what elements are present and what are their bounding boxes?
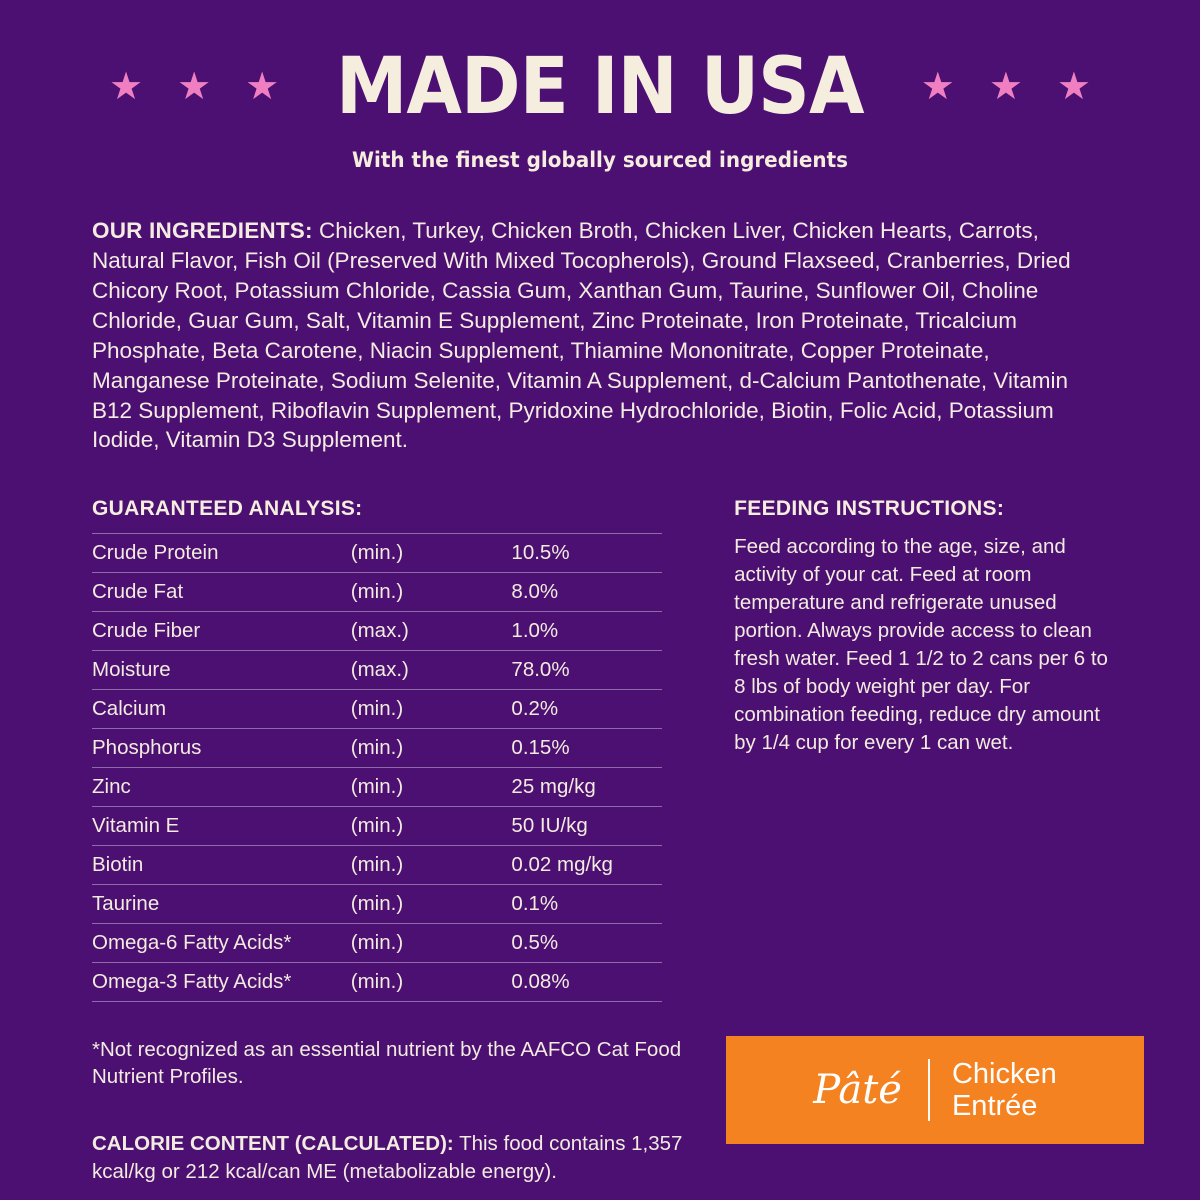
badge-flavor-label [952, 1058, 1057, 1123]
page-subtitle: With the finest globally sourced ingredients [352, 148, 848, 172]
star-icon: ★ [245, 66, 280, 108]
badge-flavor-line2: Entrée [951, 1090, 1038, 1122]
guaranteed-analysis-section [92, 497, 662, 1002]
table-row [92, 768, 662, 807]
title-row [0, 42, 1200, 132]
star-icon: ★ [1056, 66, 1091, 108]
nutrient-value: 50 IU/kg [511, 807, 662, 846]
nutrient-value: 10.5% [511, 534, 662, 573]
nutrient-value: 0.08% [511, 963, 662, 1002]
nutrient-value: 0.2% [511, 690, 662, 729]
nutrient-name: Crude Protein [92, 534, 351, 573]
calorie-content-label: CALORIE CONTENT (CALCULATED): [92, 1132, 454, 1156]
nutrient-value: 1.0% [511, 612, 662, 651]
table-row [92, 729, 662, 768]
nutrient-basis: (min.) [351, 573, 512, 612]
nutrient-value: 0.5% [511, 924, 662, 963]
table-row [92, 963, 662, 1002]
nutrient-name: Phosphorus [92, 729, 351, 768]
nutrient-name: Omega-6 Fatty Acids* [92, 924, 351, 963]
flavor-badge [726, 1036, 1144, 1144]
star-icon: ★ [177, 66, 212, 108]
nutrient-basis: (min.) [351, 729, 512, 768]
nutrient-value: 0.1% [511, 885, 662, 924]
feeding-instructions-text: Feed according to the age, size, and activity of your cat. Feed at room temperature and refrigerate unused portion. Always provide access to clean fresh water. Feed 1 1/2 to 2 cans per 6 to 8 lbs of body weight per day. For combination feeding, reduce dry amount by 1/4 cup for every 1 can wet. [734, 535, 1108, 754]
nutrient-value: 25 mg/kg [511, 768, 662, 807]
calorie-content-section [92, 1130, 712, 1185]
table-row [92, 651, 662, 690]
nutrient-basis: (min.) [351, 924, 512, 963]
nutrient-value: 8.0% [511, 573, 662, 612]
nutrient-name: Moisture [92, 651, 351, 690]
nutrient-basis: (min.) [351, 963, 512, 1002]
nutrient-basis: (min.) [351, 768, 512, 807]
table-row [92, 885, 662, 924]
nutrient-basis: (max.) [351, 612, 512, 651]
nutrient-basis: (min.) [351, 690, 512, 729]
nutrient-basis: (min.) [351, 846, 512, 885]
aafco-footnote: *Not recognized as an essential nutrient by the AAFCO Cat Food Nutrient Profiles. [92, 1038, 682, 1089]
table-row [92, 612, 662, 651]
stars-left-group [109, 68, 279, 106]
ingredients-section [92, 216, 1108, 455]
badge-pate-label: Pâté [813, 1067, 902, 1113]
nutrient-basis: (max.) [351, 651, 512, 690]
feeding-instructions-section [662, 497, 1108, 1002]
table-row [92, 573, 662, 612]
star-icon: ★ [109, 66, 144, 108]
table-row [92, 690, 662, 729]
ingredients-text: Chicken, Turkey, Chicken Broth, Chicken Liver, Chicken Hearts, Carrots, Natural Flavor, Fish Oil (Preserved With Mixed Tocopherols), Ground Flaxseed, Cranberries, Dried Chicory Root, Potassium Chloride, Cassia Gum, Xanthan Gum, Taurine, Sunflower Oil, Choline Chloride, Guar Gum, Salt, Vitamin E Supplement, Zinc Proteinate, Iron Proteinate, Tricalcium Phosphate, Beta Carotene, Niacin Supplement, Thiamine Mononitrate, Copper Proteinate, Manganese Proteinate, Sodium Selenite, Vitamin A Supplement, d-Calcium Pantothenate, Vitamin B12 Supplement, Riboflavin Supplement, Pyridoxine Hydrochloride, Biotin, Folic Acid, Potassium Iodide, Vitamin D3 Supplement. [92, 218, 1071, 453]
nutrient-name: Omega-3 Fatty Acids* [92, 963, 351, 1002]
nutrient-name: Biotin [92, 846, 351, 885]
nutrient-name: Calcium [92, 690, 351, 729]
badge-divider [928, 1059, 930, 1121]
nutrient-name: Vitamin E [92, 807, 351, 846]
nutrient-basis: (min.) [351, 807, 512, 846]
nutrient-name: Taurine [92, 885, 351, 924]
guaranteed-analysis-heading: GUARANTEED ANALYSIS: [92, 497, 363, 521]
table-row [92, 534, 662, 573]
nutrient-name: Crude Fiber [92, 612, 351, 651]
calorie-content-text: This food contains 1,357 kcal/kg or 212 kcal/can ME (metabolizable energy). [92, 1132, 683, 1184]
table-row [92, 924, 662, 963]
guaranteed-analysis-table [92, 533, 662, 1002]
table-row [92, 807, 662, 846]
star-icon: ★ [920, 66, 955, 108]
details-columns [92, 497, 1108, 1002]
nutrient-basis: (min.) [351, 885, 512, 924]
nutrient-basis: (min.) [351, 534, 512, 573]
ingredients-label: OUR INGREDIENTS: [92, 218, 313, 243]
table-row [92, 846, 662, 885]
page-title: MADE IN USA [336, 42, 864, 132]
star-icon: ★ [988, 66, 1023, 108]
nutrient-value: 78.0% [511, 651, 662, 690]
nutrient-name: Zinc [92, 768, 351, 807]
badge-flavor-line1: Chicken [951, 1057, 1057, 1090]
stars-right-group [921, 68, 1091, 106]
header [0, 0, 1200, 172]
feeding-instructions-heading: FEEDING INSTRUCTIONS: [734, 497, 1005, 521]
nutrient-value: 0.02 mg/kg [511, 846, 662, 885]
nutrient-value: 0.15% [511, 729, 662, 768]
nutrient-name: Crude Fat [92, 573, 351, 612]
